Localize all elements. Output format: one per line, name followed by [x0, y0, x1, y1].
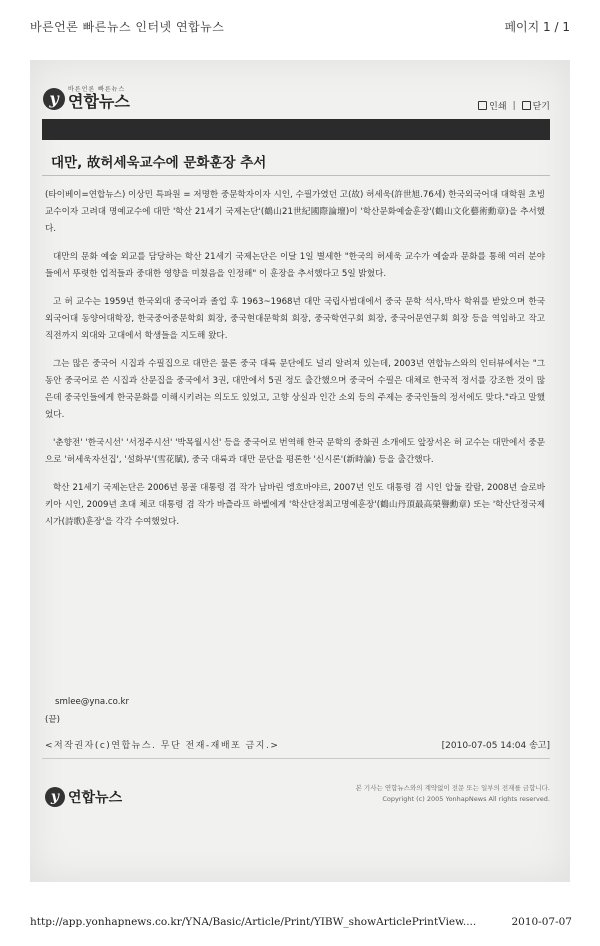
article-paragraph: '춘향전' '한국시선' '서정주시선' '박목월시선' 등을 중국어로 번역해 한국 문학의 중화권 소개에도 앞장서온 허 교수는 대만에서 중문으로 '허세욱자선집', '설화부'(雪花賦), 중국 대륙과 대만 문단을 평론한 '신시론'(新時論) 등을 출간했다.	[45, 438, 545, 465]
print-label: 인쇄	[489, 102, 507, 112]
printer-icon	[478, 101, 487, 110]
footer-notice-line: 본 기사는 연합뉴스와의 계약없이 전문 또는 일부의 전재를 금합니다.	[355, 784, 550, 792]
print-button[interactable]	[478, 99, 506, 112]
yonhap-logo	[43, 87, 130, 110]
article-dateline: [2010-07-05 14:04 송고]	[441, 741, 550, 751]
copyright-notice: <저작권자(c)연합뉴스. 무단 전재-재배포 금지.>	[45, 741, 280, 751]
article-paragraph: (타이베이=연합뉴스) 이상민 특파원 = 저명한 중문학자이자 시인, 수필가였던 고(故) 허세욱(許世旭.76세) 한국외국어대 대학원 초빙교수이자 고려대 명예교수에 대만 '학산 21세기 국제논단'(鶴山21世紀國際論壇)이 '학산문화예술훈장'(鶴山文化藝術勳章)을 추서했다.	[45, 190, 545, 234]
yonhap-logo-icon: y	[43, 88, 65, 110]
logo-tagline: 바른언론 빠른뉴스	[68, 86, 126, 93]
article-body	[45, 187, 545, 542]
print-header-title: 바른언론 빠른뉴스 인터넷 연합뉴스	[30, 20, 225, 34]
footer-notice-line: Copyright (c) 2005 YonhapNews All rights reserved.	[382, 795, 550, 803]
footer-notice	[290, 783, 550, 805]
tool-separator: |	[512, 100, 516, 111]
title-bar	[42, 119, 550, 140]
logo-name: 연합뉴스	[68, 92, 130, 111]
close-label: 닫기	[532, 102, 550, 112]
footer-divider	[42, 758, 550, 759]
article-headline: 대만, 故허세욱교수에 문화훈장 추서	[51, 155, 267, 171]
yonhap-logo-icon: y	[45, 787, 65, 807]
article-paragraph: 학산 21세기 국제논단은 2006년 몽골 대통령 겸 작가 남바린 엥흐바야르, 2007년 인도 대통령 겸 시인 압둘 칼람, 2008년 슬로바키아 시인, 2009년 초대 체코 대통령 겸 작가 바츨라프 하벨에게 '학산단정최고명예훈장'(鶴山丹頂最高榮譽勳章) 또는 '학산단정국제시가(詩歌)훈장'을 각각 수여했었다.	[45, 483, 545, 527]
print-header-page-number: 페이지 1 / 1	[504, 20, 570, 34]
article-paragraph: 고 허 교수는 1959년 한국외대 중국어과 졸업 후 1963~1968년 대만 국립사범대에서 중국 문학 석사,박사 학위를 받았으며 한국외국어대 동양어대학장, 한국중어중문학회 회장, 중국현대문학회 회장, 중국학연구회 회장, 중국어문연구회 회장 등을 역임하고 작고 직전까지 외대와 고대에서 학생들을 지도해 왔다.	[45, 297, 545, 341]
footer-logo	[45, 787, 122, 807]
close-button[interactable]	[522, 99, 550, 112]
article-end-mark: (끝)	[45, 715, 61, 725]
footer-logo-name: 연합뉴스	[68, 790, 123, 806]
close-icon	[522, 101, 531, 110]
print-footer-url: http://app.yonhapnews.co.kr/YNA/Basic/Article/Print/YIBW_showArticlePrintView....	[30, 916, 477, 928]
headline-divider	[42, 175, 550, 176]
article-tools	[478, 99, 550, 112]
reporter-email: smlee@yna.co.kr	[55, 697, 130, 707]
print-footer-date: 2010-07-07	[511, 916, 572, 928]
article-paragraph: 그는 많은 중국어 시집과 수필집으로 대만은 물론 중국 대륙 문단에도 널리 알려져 있는데, 2003년 연합뉴스와의 인터뷰에서는 "그동안 중국어로 쓴 시집과 산문집을 중국에서 3권, 대만에서 5권 정도 출간했으며 중국어 수필은 대체로 한국적 정서를 강조한 것이 많은데 중국인들에게 한국문화를 이해시키려는 의도도 있었고, 고향 상실과 인간 소외 등의 주제는 중국인들의 정서에도 맞다."라고 말했었다.	[45, 359, 545, 420]
article-paragraph: 대만의 문화 예술 외교를 담당하는 학산 21세기 국제논단은 이달 1일 별세한 "한국의 허세욱 교수가 예술과 문화를 통해 여러 분야들에서 뚜렷한 업적들과 중대한 영향을 미쳤음을 인정해" 이 훈장을 추서했다고 5일 밝혔다.	[45, 252, 545, 279]
